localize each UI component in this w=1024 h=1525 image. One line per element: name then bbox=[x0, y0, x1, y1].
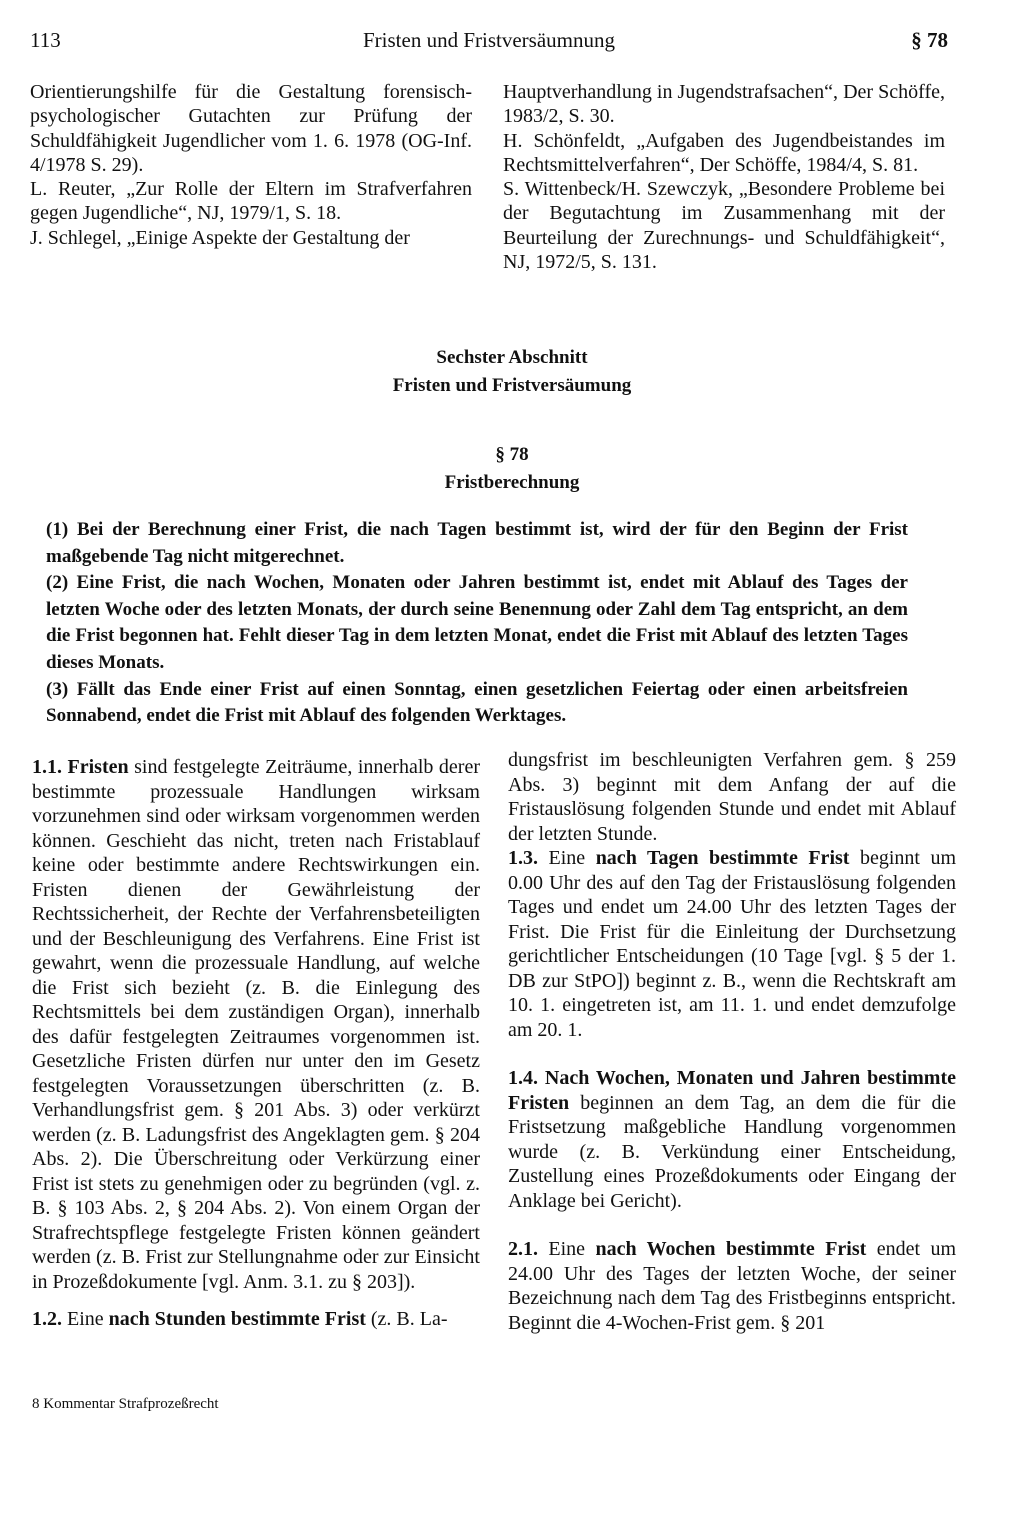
literature-column-left bbox=[30, 80, 472, 250]
note-text: Eine bbox=[538, 847, 596, 869]
note-term: Nach Wochen, Monaten und Jahren bestimmte Fristen bbox=[508, 1067, 956, 1114]
note-number: 2.1. bbox=[508, 1238, 538, 1260]
spacer bbox=[508, 1213, 956, 1237]
note-text: sind festgelegte Zeiträume, innerhalb derer bestimmte prozessuale Handlungen wirksam vorzunehmen sind oder wirksam vorgenommen werden können. Geschieht das nicht, treten nach Fristablauf keine oder bestimmte andere Rechtswirkungen ein. Fristen dienen der Gewährleistung der Rechtssicherheit, der Rechte der Verfahrensbeteiligten und der Beschleunigung des Verfahrens. Eine Frist ist gewahrt, wenn die prozessuale Handlung, auf welche die Frist sich bezieht (z. B. die Einlegung des Rechtsmittels bei dem zuständigen Organ), innerhalb des dafür festgelegten Zeitraumes vorgenommen ist. Gesetzliche Fristen dürfen nur unter den im Gesetz festgelegten Voraussetzungen überschritten (z. B. Verhandlungsfrist gem. § 201 Abs. 3) oder verkürzt werden (z. B. Ladungsfrist des Angeklagten gem. § 204 Abs. 2). Die Überschreitung oder Verkürzung einer Frist ist stets zu genehmigen oder zu begründen (vgl. z. B. § 103 Abs. 2, § 204 Abs. 2). Von einem Organ der Strafrechtspflege festgelegte Fristen können geändert werden (z. B. Frist zur Stellungnahme oder zur Einsicht in Prozeßdokumente [vgl. Anm. 3.1. zu § 203]). bbox=[32, 756, 480, 1293]
page-footer: 8 Kommentar Strafprozeßrecht bbox=[32, 1396, 219, 1412]
note-text: endet um 24.00 Uhr des Tages der letzten Woche, der seiner Bezeichnung nach dem Tag des Fristbeginns entspricht. Beginnt die 4-Wochen-Frist gem. § 201 bbox=[508, 1238, 956, 1334]
paragraph-title: Fristberechnung bbox=[444, 472, 580, 493]
note-number: 1.1. bbox=[32, 756, 62, 778]
note-number: 1.3. bbox=[508, 847, 538, 869]
statute-clause-2: (2) Eine Frist, die nach Wochen, Monaten oder Jahren bestimmt ist, endet mit Ablauf des Tages der letzten Woche oder des letzten Monats, der durch seine Benennung oder Zahl dem Tag entspricht, an dem die Frist begonnen hat. Fehlt dieser Tag in dem letzten Monat, endet die Frist mit Ablauf des letzten Tages dieses Monats. bbox=[46, 572, 908, 673]
paragraph-number: § 78 bbox=[495, 444, 529, 465]
commentary-note-1-1 bbox=[32, 755, 480, 1294]
spacer bbox=[32, 1294, 480, 1307]
note-text: Eine bbox=[538, 1238, 596, 1260]
statute-text bbox=[46, 517, 908, 730]
literature-entry: Orientierungshilfe für die Gestaltung forensisch-psychologischer Gutachten zur Prüfung der Schuldfähigkeit Jugendlicher vom 1. 6. 1978 (OG-Inf. 4/1978 S. 29). bbox=[30, 81, 472, 176]
note-term: nach Stunden bestimmte Frist bbox=[108, 1308, 366, 1330]
chapter-heading bbox=[0, 344, 1024, 400]
literature-entry: J. Schlegel, „Einige Aspekte der Gestaltung der bbox=[30, 226, 410, 249]
commentary-note-2-1 bbox=[508, 1237, 956, 1335]
note-term: nach Tagen bestimmte Frist bbox=[595, 847, 850, 869]
commentary-note-1-3 bbox=[508, 846, 956, 1042]
statute-clause-1: (1) Bei der Berechnung einer Frist, die nach Tagen bestimmt ist, wird der für den Beginn der Frist maßgebende Tag nicht mitgerechnet. bbox=[46, 519, 908, 567]
running-header bbox=[30, 28, 948, 58]
chapter-number: Sechster Abschnitt bbox=[436, 347, 588, 368]
commentary-note-1-2 bbox=[32, 1307, 480, 1332]
section-marker: § 78 bbox=[911, 28, 948, 52]
note-term: nach Wochen bestimmte Frist bbox=[595, 1238, 867, 1260]
note-text: beginnen an dem Tag, an dem die für die Fristsetzung maßgebliche Handlung vorgenommen wurde (z. B. Verkündung einer Entscheidung, Zustellung eines Prozeßdokuments oder Eingang der Anklage bei Gericht). bbox=[508, 1091, 956, 1212]
chapter-title: Fristen und Fristversäumung bbox=[392, 375, 632, 396]
literature-entry: L. Reuter, „Zur Rolle der Eltern im Strafverfahren gegen Jugendliche“, NJ, 1979/1, S. 18. bbox=[30, 178, 472, 225]
note-term: Fristen bbox=[67, 756, 129, 778]
commentary-column-right bbox=[508, 748, 956, 1335]
note-text: (z. B. La- bbox=[365, 1308, 448, 1330]
literature-column-right bbox=[503, 80, 945, 274]
note-text: Eine bbox=[62, 1308, 109, 1330]
note-number: 1.4. bbox=[508, 1067, 538, 1089]
literature-entry: H. Schönfeldt, „Aufgaben des Jugendbeistandes im Rechtsmittelverfahren“, Der Schöffe, 1984/4, S. 81. bbox=[503, 129, 945, 176]
literature-entry: S. Wittenbeck/H. Szewczyk, „Besondere Probleme bei der Begutachtung im Zusammenhang mit der Beurteilung der Zurechnungs- und Schuldfähigkeit“, NJ, 1972/5, S. 131. bbox=[503, 178, 945, 274]
statute-clause-3: (3) Fällt das Ende einer Frist auf einen Sonntag, einen gesetzlichen Feiertag oder einen arbeitsfreien Sonnabend, endet die Frist mit Ablauf des folgenden Werktages. bbox=[46, 678, 908, 727]
literature-entry: Hauptverhandlung in Jugendstrafsachen“, Der Schöffe, 1983/2, S. 30. bbox=[503, 81, 945, 128]
page-number: 113 bbox=[30, 28, 61, 52]
note-text: beginnt um 0.00 Uhr des auf den Tag der Fristauslösung folgenden Tages und endet um 24.00 Uhr des letzten Tages der Frist. Die Frist für die Einleitung der Durchsetzung gerichtlicher Entscheidungen (10 Tage [vgl. § 5 der 1. DB zur StPO]) beginnt z. B., wenn die Rechtskraft am 10. 1. eingetreten ist, am 11. 1. und endet demzufolge am 20. 1. bbox=[508, 847, 957, 1041]
spacer bbox=[508, 1042, 956, 1066]
running-title: Fristen und Fristversäumnung bbox=[363, 28, 615, 52]
commentary-column-left bbox=[32, 755, 480, 1332]
note-number: 1.2. bbox=[32, 1308, 62, 1330]
paragraph-heading bbox=[0, 441, 1024, 497]
commentary-note-1-2-continued: dungsfrist im beschleunigten Verfahren gem. § 259 Abs. 3) beginnt mit dem Anfang der auf die Fristauslösung folgenden Stunde und endet mit Ablauf der letzten Stunde. bbox=[508, 749, 956, 845]
commentary-note-1-4 bbox=[508, 1066, 956, 1213]
